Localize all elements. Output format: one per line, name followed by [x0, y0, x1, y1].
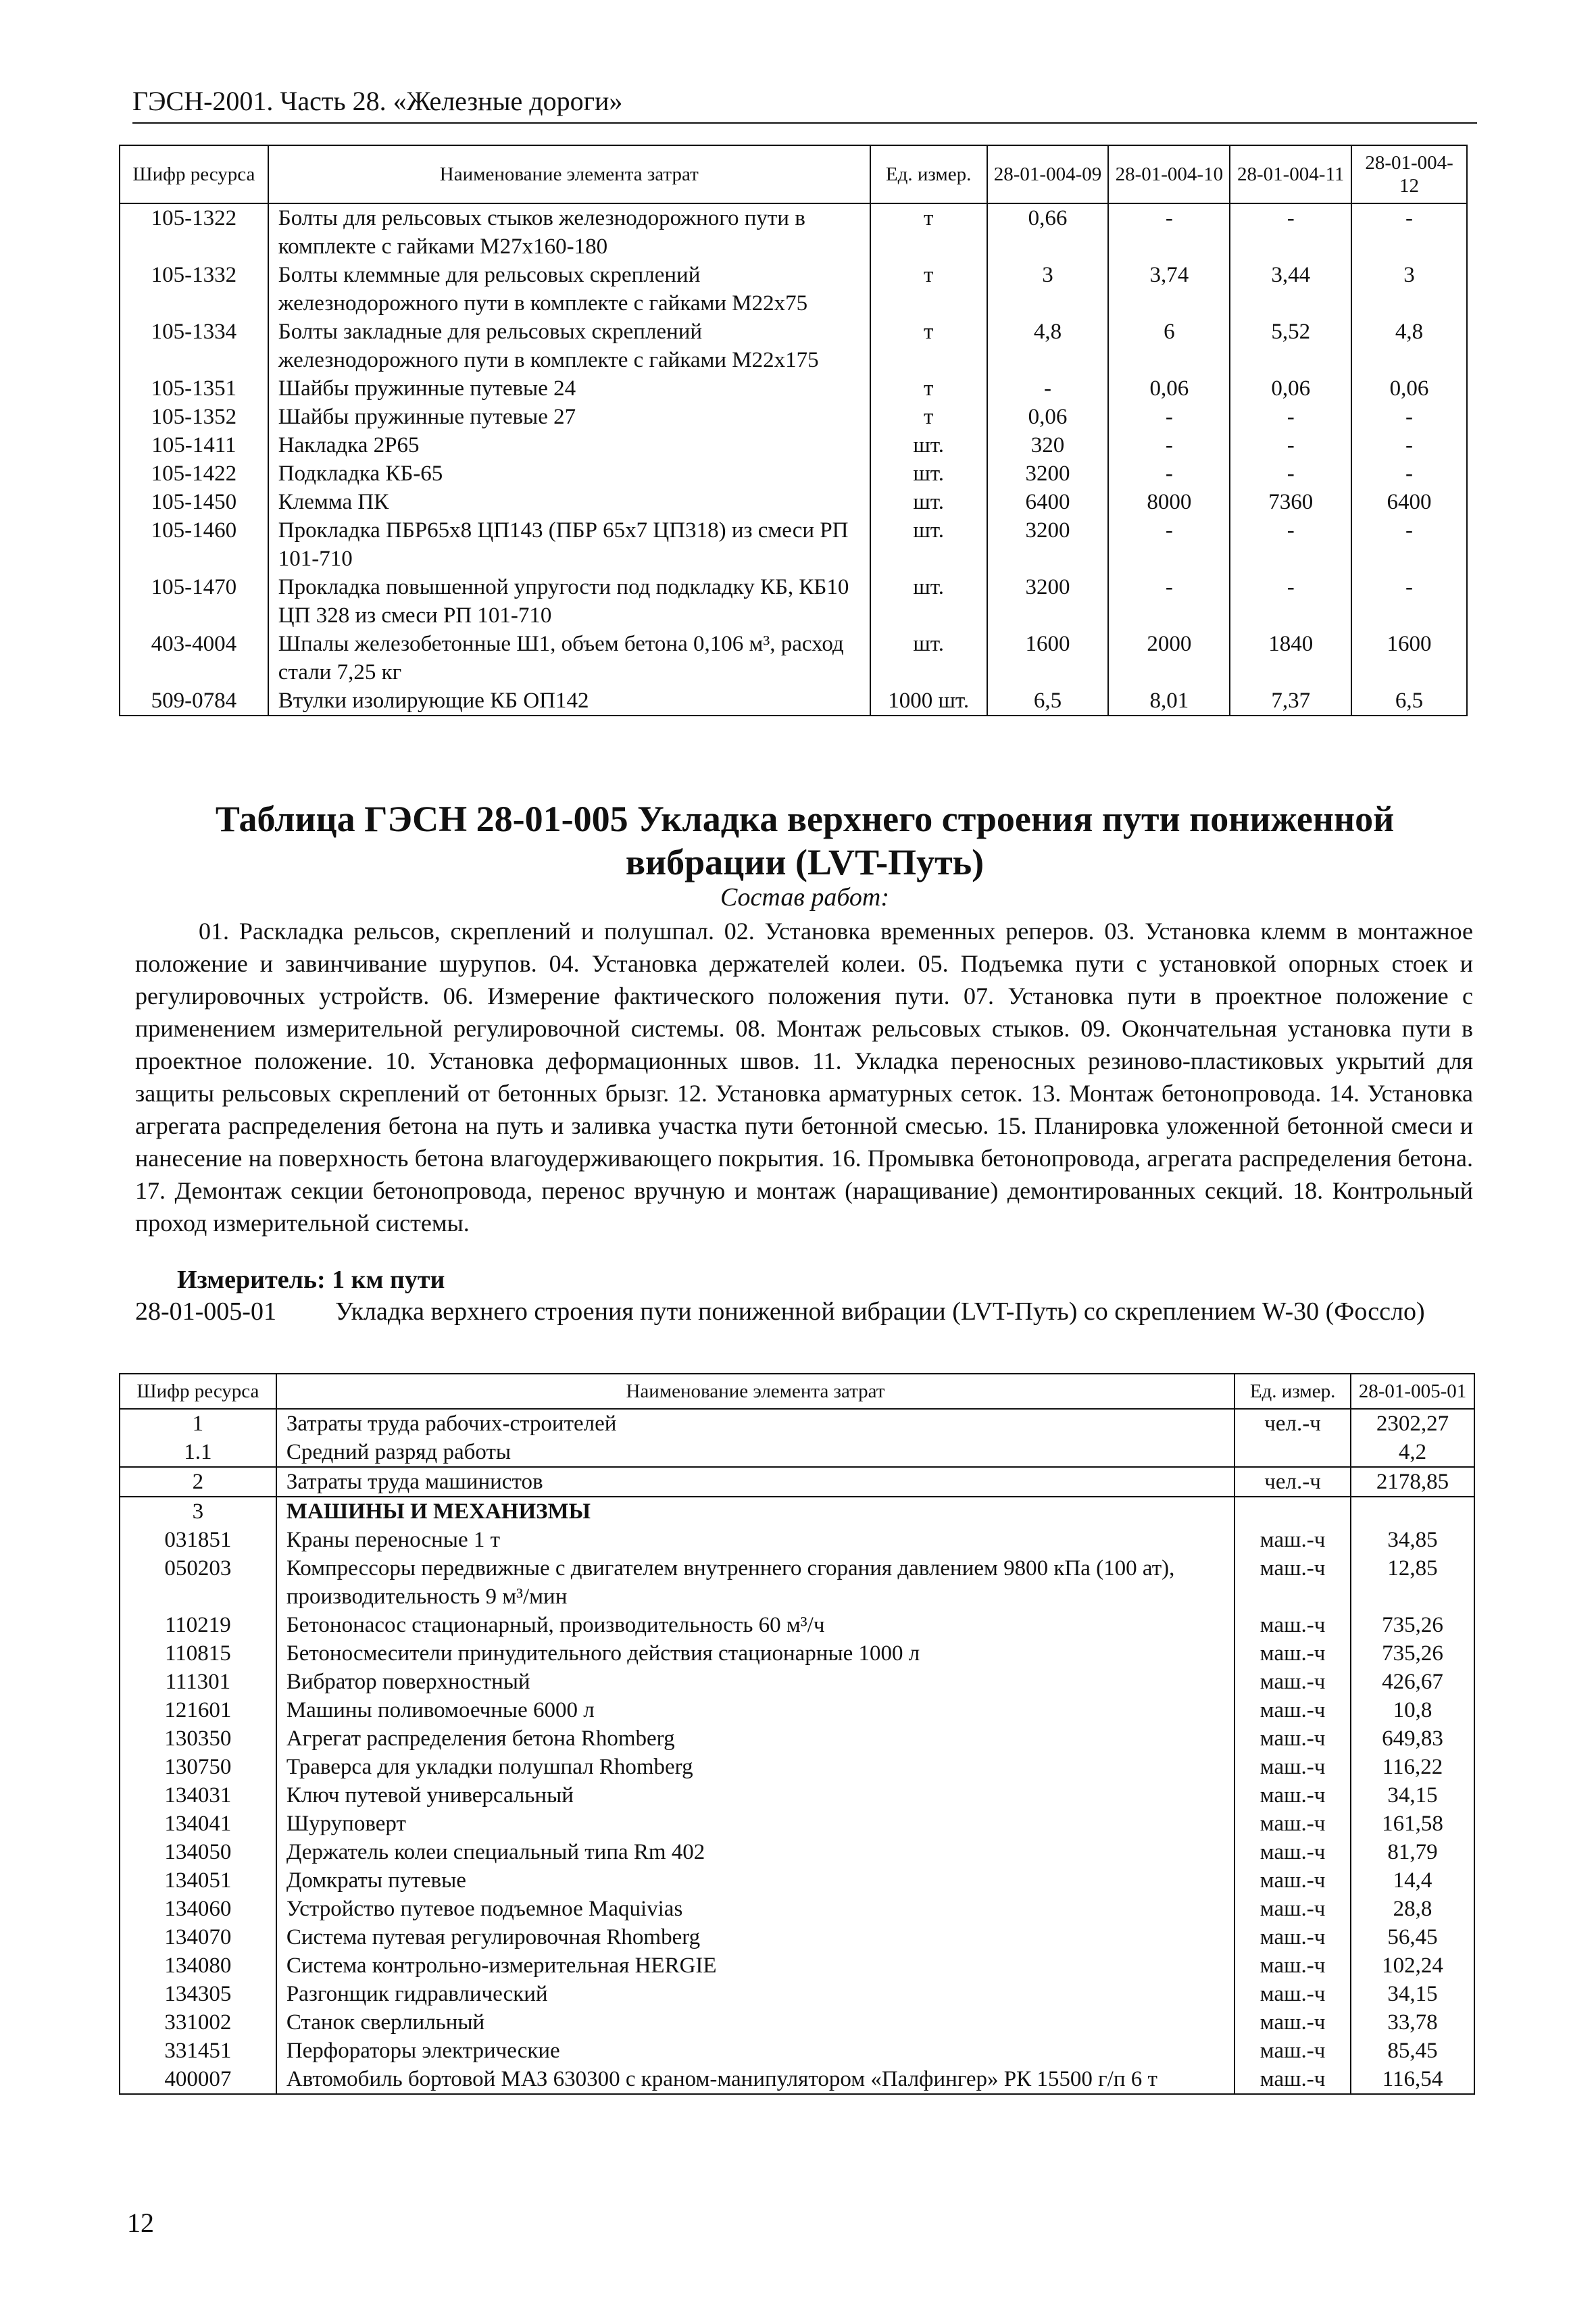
table-cell: - [1230, 203, 1351, 261]
table-cell: 3200 [987, 573, 1109, 630]
table-cell: - [987, 374, 1109, 403]
table-cell: Разгонщик гидравлический [276, 1980, 1235, 2008]
column-header: Наименование элемента затрат [268, 145, 870, 203]
resource-table-2 [119, 1373, 1475, 2095]
table-cell: 2178,85 [1351, 1467, 1474, 1497]
table-cell: 14,4 [1351, 1866, 1474, 1895]
table-cell: Шпалы железобетонные Ш1, объем бетона 0,106 м³, расход стали 7,25 кг [268, 630, 870, 687]
table-cell: - [1230, 459, 1351, 488]
table-cell: маш.-ч [1235, 2037, 1351, 2065]
table-row [120, 1724, 1474, 1753]
table-cell: 34,15 [1351, 1980, 1474, 2008]
works-description: 01. Раскладка рельсов, скреплений и полушпал. 02. Установка временных реперов. 03. Установка клемм в монтажное положение и завинчивание шурупов. 04. Установка держателей колеи. 05. Подъемка пути с установкой опорных стоек и регулировочных устройств. 06. Измерение фактического положения пути. 07. Установка пути в проектное положение с применением измерительной регулировочной системы. 08. Монтаж рельсовых стыков. 09. Окончательная установка пути в проектное положение. 10. Установка деформационных швов. 11. Укладка переносных резиново-пластиковых укрытий для защиты рельсовых скреплений от бетонных брызг. 12. Установка арматурных сеток. 13. Монтаж бетонопровода. 14. Установка агрегата распределения бетона на путь и заливка участка пути бетонной смесью. 15. Планировка уложенной бетонной смеси и нанесение на поверхность бетона влагоудерживающего покрытия. 16. Промывка бетонопровода, агрегата распределения бетона. 17. Демонтаж секции бетонопровода, перенос вручную и монтаж (наращивание) демонтированных секций. 18. Контрольный проход измерительной системы. [135, 918, 1473, 1237]
table-cell [1235, 1497, 1351, 1526]
table-cell: 28,8 [1351, 1895, 1474, 1923]
table-cell: 6,5 [987, 687, 1109, 716]
table-cell: т [870, 403, 987, 431]
table-cell: Болты закладные для рельсовых скреплений железнодорожного пути в комплекте с гайками М22х175 [268, 318, 870, 374]
table-cell: - [1108, 431, 1230, 459]
table-cell: 320 [987, 431, 1109, 459]
table-cell: маш.-ч [1235, 1810, 1351, 1838]
table-cell: 105-1411 [120, 431, 268, 459]
table-cell: - [1351, 203, 1467, 261]
table-cell: 2 [120, 1467, 276, 1497]
table-cell: Перфораторы электрические [276, 2037, 1235, 2065]
table-cell: - [1230, 573, 1351, 630]
table-cell: 105-1460 [120, 516, 268, 573]
table-cell: Домкраты путевые [276, 1866, 1235, 1895]
table-cell: 331002 [120, 2008, 276, 2037]
table-row [120, 1497, 1474, 1526]
table-cell: 105-1334 [120, 318, 268, 374]
table-cell: Ключ путевой универсальный [276, 1781, 1235, 1810]
column-header: Шифр ресурса [120, 1374, 276, 1409]
table-cell: 3 [120, 1497, 276, 1526]
table-cell: 134070 [120, 1923, 276, 1951]
header-row [120, 1374, 1474, 1409]
table-cell: 331451 [120, 2037, 276, 2065]
table-cell: 105-1352 [120, 403, 268, 431]
table-row [120, 1668, 1474, 1696]
table-cell: 1000 шт. [870, 687, 987, 716]
table-cell: 116,54 [1351, 2065, 1474, 2094]
table-cell: - [1230, 431, 1351, 459]
table-cell: 116,22 [1351, 1753, 1474, 1781]
norm-description: Укладка верхнего строения пути пониженной вибрации (LVT-Путь) со скреплением W-30 (Фоссло) [335, 1297, 1425, 1326]
table-cell: Бетононасос стационарный, производительность 60 м³/ч [276, 1611, 1235, 1639]
resource-table-1 [119, 145, 1468, 716]
table-row [120, 2008, 1474, 2037]
header-row [120, 145, 1467, 203]
table-cell: Машины поливомоечные 6000 л [276, 1696, 1235, 1724]
table-cell: Клемма ПК [268, 488, 870, 516]
table-cell: Шуруповерт [276, 1810, 1235, 1838]
table-cell: маш.-ч [1235, 1753, 1351, 1781]
column-header: Ед. измер. [870, 145, 987, 203]
table-cell: 6 [1108, 318, 1230, 374]
table-cell: маш.-ч [1235, 1639, 1351, 1668]
table-cell: 4,2 [1351, 1438, 1474, 1467]
table-cell: 0,66 [987, 203, 1109, 261]
table-cell: Держатель колеи специальный типа Rm 402 [276, 1838, 1235, 1866]
table-cell: 56,45 [1351, 1923, 1474, 1951]
table-row [120, 1639, 1474, 1668]
table-row [120, 2065, 1474, 2094]
table-cell: маш.-ч [1235, 2065, 1351, 2094]
table-cell: Станок сверлильный [276, 2008, 1235, 2037]
table-cell: Шайбы пружинные путевые 24 [268, 374, 870, 403]
table-row [120, 459, 1467, 488]
table-cell: Болты клеммные для рельсовых скреплений железнодорожного пути в комплекте с гайками М22х75 [268, 261, 870, 318]
table-cell: Втулки изолирующие КБ ОП142 [268, 687, 870, 716]
table-cell: 426,67 [1351, 1668, 1474, 1696]
table-cell: Система контрольно-измерительная HERGIE [276, 1951, 1235, 1980]
table-cell: 1 [120, 1409, 276, 1438]
norm-code: 28-01-005-01 [135, 1297, 276, 1326]
table-cell: шт. [870, 488, 987, 516]
table-row [120, 1781, 1474, 1810]
table-row [120, 1980, 1474, 2008]
table-cell: Агрегат распределения бетона Rhomberg [276, 1724, 1235, 1753]
table-cell: 3200 [987, 459, 1109, 488]
table-row [120, 1526, 1474, 1554]
table-cell: 134050 [120, 1838, 276, 1866]
table-cell: шт. [870, 630, 987, 687]
table-row [120, 1409, 1474, 1438]
table-cell: 2302,27 [1351, 1409, 1474, 1438]
table-cell: - [1108, 516, 1230, 573]
table-cell: шт. [870, 431, 987, 459]
table-cell: 3 [987, 261, 1109, 318]
table-cell: т [870, 318, 987, 374]
table-cell: шт. [870, 573, 987, 630]
column-header: 28-01-004-12 [1351, 145, 1467, 203]
column-header: 28-01-004-10 [1108, 145, 1230, 203]
table-cell: Система путевая регулировочная Rhomberg [276, 1923, 1235, 1951]
table-cell: Затраты труда машинистов [276, 1467, 1235, 1497]
table-cell: 134305 [120, 1980, 276, 2008]
table-cell: - [1351, 516, 1467, 573]
table-row [120, 1810, 1474, 1838]
table-cell: 4,8 [987, 318, 1109, 374]
table-cell: 8,01 [1108, 687, 1230, 716]
table-row [120, 1753, 1474, 1781]
table-cell: 6,5 [1351, 687, 1467, 716]
column-header: 28-01-005-01 [1351, 1374, 1474, 1409]
section-title: Таблица ГЭСН 28-01-005 Укладка верхнего строения пути пониженной вибрации (LVT-Путь) [215, 799, 1395, 882]
column-header: 28-01-004-09 [987, 145, 1109, 203]
table-cell: - [1351, 403, 1467, 431]
table-cell: 6400 [1351, 488, 1467, 516]
table-row [120, 1866, 1474, 1895]
table-cell: 33,78 [1351, 2008, 1474, 2037]
table-cell: 6400 [987, 488, 1109, 516]
table-cell: 105-1450 [120, 488, 268, 516]
table-row [120, 1895, 1474, 1923]
table-cell: Затраты труда рабочих-строителей [276, 1409, 1235, 1438]
table-cell: 0,06 [987, 403, 1109, 431]
table-row [120, 1838, 1474, 1866]
table-row [120, 403, 1467, 431]
table-row [120, 573, 1467, 630]
table-cell: 105-1332 [120, 261, 268, 318]
table-cell: 509-0784 [120, 687, 268, 716]
table-cell: т [870, 261, 987, 318]
table-cell: Устройство путевое подъемное Maquivias [276, 1895, 1235, 1923]
table-cell: 134080 [120, 1951, 276, 1980]
table-cell: 1840 [1230, 630, 1351, 687]
table-cell: 105-1351 [120, 374, 268, 403]
table-cell: 134031 [120, 1781, 276, 1810]
table-row [120, 687, 1467, 716]
table-cell: маш.-ч [1235, 1668, 1351, 1696]
table-cell: 121601 [120, 1696, 276, 1724]
table-cell: 34,85 [1351, 1526, 1474, 1554]
table-cell: маш.-ч [1235, 1696, 1351, 1724]
table-cell: Болты для рельсовых стыков железнодорожного пути в комплекте с гайками М27х160-180 [268, 203, 870, 261]
table-cell: 2000 [1108, 630, 1230, 687]
table-cell: маш.-ч [1235, 2008, 1351, 2037]
table-cell: 7360 [1230, 488, 1351, 516]
table-cell: маш.-ч [1235, 1554, 1351, 1611]
table-cell: т [870, 374, 987, 403]
table-cell: маш.-ч [1235, 1866, 1351, 1895]
table-cell: 5,52 [1230, 318, 1351, 374]
table-row [120, 1951, 1474, 1980]
table-cell: 3200 [987, 516, 1109, 573]
table-cell: 1600 [1351, 630, 1467, 687]
table-cell: 4,8 [1351, 318, 1467, 374]
table-cell: 130750 [120, 1753, 276, 1781]
table-row [120, 431, 1467, 459]
table-cell: 1600 [987, 630, 1109, 687]
table-cell: Траверса для укладки полушпал Rhomberg [276, 1753, 1235, 1781]
table-cell: 111301 [120, 1668, 276, 1696]
table-cell: - [1230, 516, 1351, 573]
table-cell: маш.-ч [1235, 1923, 1351, 1951]
table-cell: - [1351, 573, 1467, 630]
table-cell: 735,26 [1351, 1639, 1474, 1668]
table-cell: 735,26 [1351, 1611, 1474, 1639]
table-cell: 10,8 [1351, 1696, 1474, 1724]
table-row [120, 1467, 1474, 1497]
table-cell: 130350 [120, 1724, 276, 1753]
table-row [120, 318, 1467, 374]
table-cell: Бетоносмесители принудительного действия стационарные 1000 л [276, 1639, 1235, 1668]
table-cell: 102,24 [1351, 1951, 1474, 1980]
table-cell: 85,45 [1351, 2037, 1474, 2065]
table-cell: МАШИНЫ И МЕХАНИЗМЫ [276, 1497, 1235, 1526]
column-header: Наименование элемента затрат [276, 1374, 1235, 1409]
table-cell: 34,15 [1351, 1781, 1474, 1810]
table-cell [1235, 1438, 1351, 1467]
table-cell: 134060 [120, 1895, 276, 1923]
table-cell: шт. [870, 516, 987, 573]
table-cell [1351, 1497, 1474, 1526]
table-cell: 105-1422 [120, 459, 268, 488]
table-cell: Накладка 2Р65 [268, 431, 870, 459]
table-cell: маш.-ч [1235, 1724, 1351, 1753]
table-cell: 134051 [120, 1866, 276, 1895]
column-header: 28-01-004-11 [1230, 145, 1351, 203]
table-cell: 3 [1351, 261, 1467, 318]
table-cell: маш.-ч [1235, 1781, 1351, 1810]
table-cell: Шайбы пружинные путевые 27 [268, 403, 870, 431]
table-row [120, 2037, 1474, 2065]
table-row [120, 1611, 1474, 1639]
table-row [120, 1696, 1474, 1724]
table-row [120, 261, 1467, 318]
table-cell: - [1108, 573, 1230, 630]
table-cell: - [1351, 459, 1467, 488]
works-subtitle: Состав работ: [720, 883, 890, 912]
page-number: 12 [127, 2208, 154, 2238]
table-cell: 161,58 [1351, 1810, 1474, 1838]
table-cell: 110815 [120, 1639, 276, 1668]
table-cell: маш.-ч [1235, 1526, 1351, 1554]
table-cell: маш.-ч [1235, 1611, 1351, 1639]
table-cell: Вибратор поверхностный [276, 1668, 1235, 1696]
table-cell: 12,85 [1351, 1554, 1474, 1611]
table-cell: чел.-ч [1235, 1467, 1351, 1497]
table-cell: маш.-ч [1235, 1838, 1351, 1866]
table-row [120, 374, 1467, 403]
table-cell: - [1108, 459, 1230, 488]
table-cell: - [1230, 403, 1351, 431]
table-cell: маш.-ч [1235, 1895, 1351, 1923]
table-cell: Прокладка повышенной упругости под подкладку КБ, КБ10 ЦП 328 из смеси РП 101-710 [268, 573, 870, 630]
table-row [120, 1554, 1474, 1611]
table-cell: - [1108, 403, 1230, 431]
table-row [120, 488, 1467, 516]
table-cell: 8000 [1108, 488, 1230, 516]
table-cell: чел.-ч [1235, 1409, 1351, 1438]
table-row [120, 630, 1467, 687]
table-cell: 0,06 [1230, 374, 1351, 403]
table-cell: 3,74 [1108, 261, 1230, 318]
table-cell: 403-4004 [120, 630, 268, 687]
table-cell: 1.1 [120, 1438, 276, 1467]
table-cell: 3,44 [1230, 261, 1351, 318]
table-cell: 134041 [120, 1810, 276, 1838]
table-cell: Компрессоры передвижные с двигателем внутреннего сгорания давлением 9800 кПа (100 ат), производительность 9 м³/мин [276, 1554, 1235, 1611]
page-header: ГЭСН-2001. Часть 28. «Железные дороги» [132, 85, 1477, 124]
table-cell: 0,06 [1108, 374, 1230, 403]
table-cell: т [870, 203, 987, 261]
table-cell: 110219 [120, 1611, 276, 1639]
table-cell: Средний разряд работы [276, 1438, 1235, 1467]
table-cell: 050203 [120, 1554, 276, 1611]
table-cell: шт. [870, 459, 987, 488]
table-row [120, 1923, 1474, 1951]
table-cell: маш.-ч [1235, 1951, 1351, 1980]
table-cell: 0,06 [1351, 374, 1467, 403]
table-cell: 105-1470 [120, 573, 268, 630]
table-cell: Краны переносные 1 т [276, 1526, 1235, 1554]
meter-unit: Измеритель: 1 км пути [177, 1266, 445, 1294]
column-header: Шифр ресурса [120, 145, 268, 203]
table-cell: 649,83 [1351, 1724, 1474, 1753]
table-cell: 400007 [120, 2065, 276, 2094]
table-cell: - [1351, 431, 1467, 459]
table-cell: Прокладка ПБР65х8 ЦП143 (ПБР 65х7 ЦП318) из смеси РП 101-710 [268, 516, 870, 573]
column-header: Ед. измер. [1235, 1374, 1351, 1409]
table-cell: 7,37 [1230, 687, 1351, 716]
table-row [120, 1438, 1474, 1467]
table-row [120, 203, 1467, 261]
table-cell: 81,79 [1351, 1838, 1474, 1866]
table-cell: маш.-ч [1235, 1980, 1351, 2008]
table-row [120, 516, 1467, 573]
table-cell: Автомобиль бортовой МАЗ 630300 с краном-манипулятором «Палфингер» РК 15500 г/п 6 т [276, 2065, 1235, 2094]
table-cell: - [1108, 203, 1230, 261]
table-cell: 105-1322 [120, 203, 268, 261]
table-cell: Подкладка КБ-65 [268, 459, 870, 488]
table-cell: 031851 [120, 1526, 276, 1554]
